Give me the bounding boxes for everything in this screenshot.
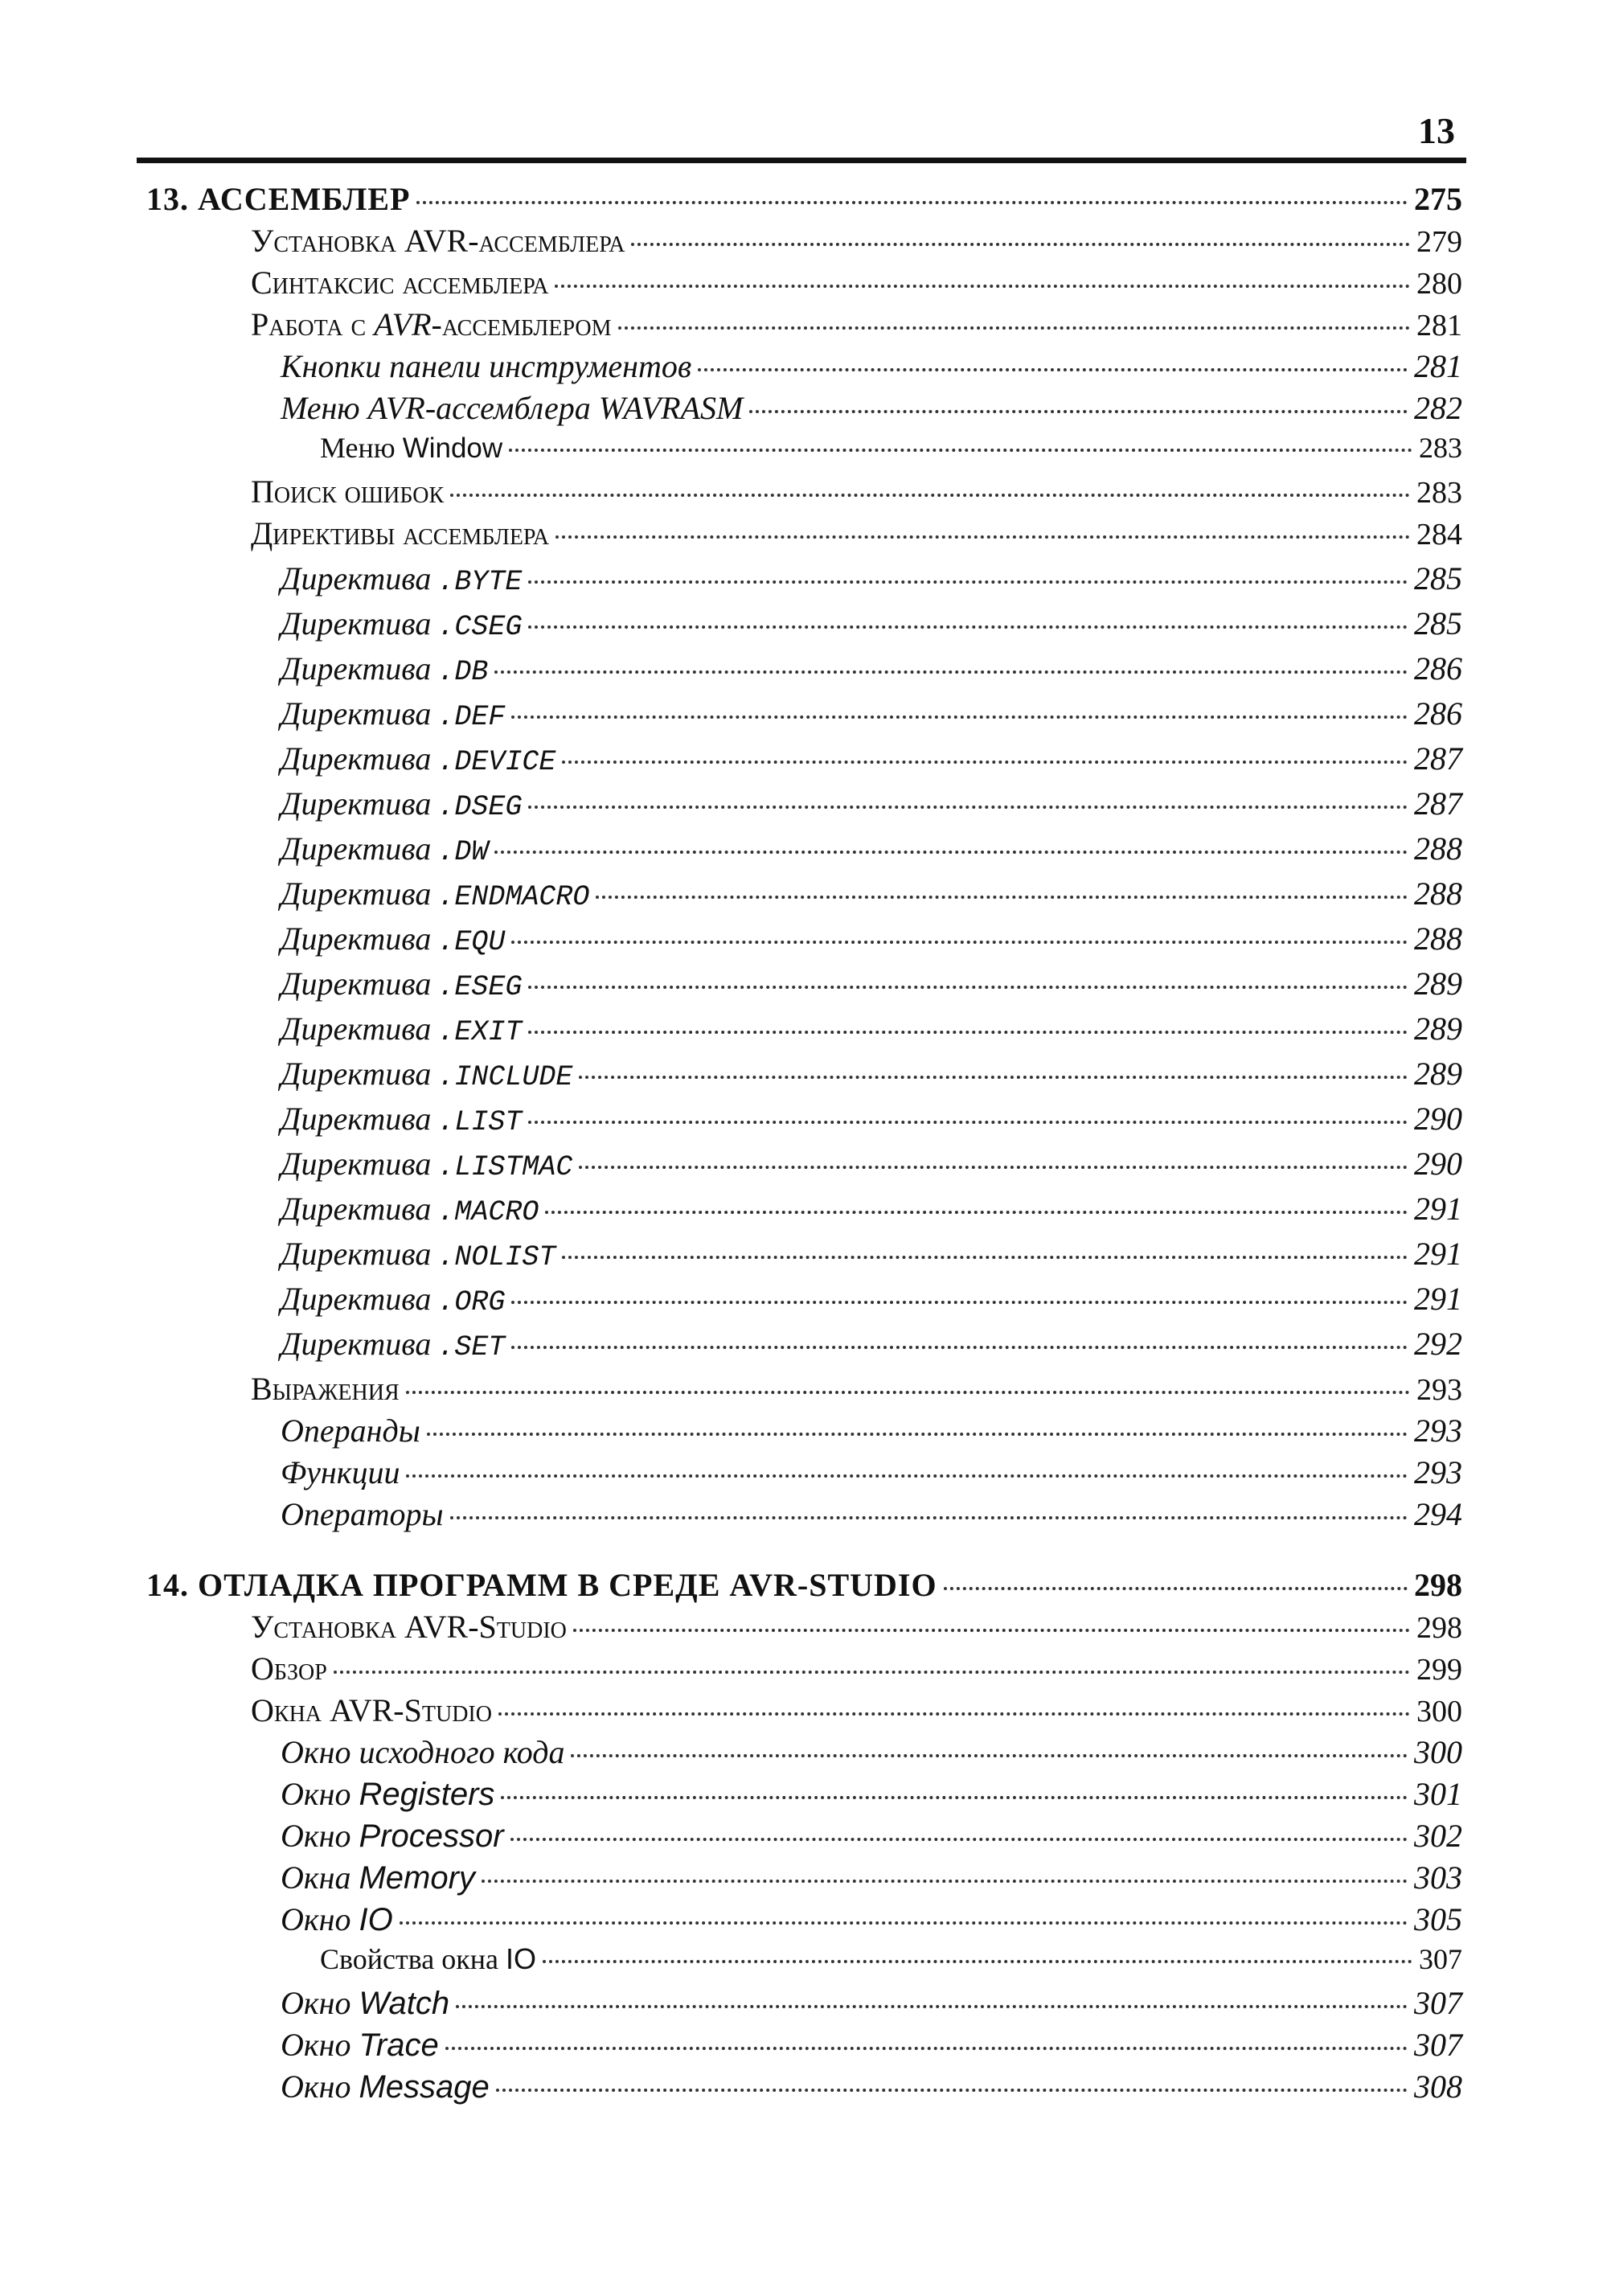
toc-dot-leader	[528, 986, 1408, 989]
toc-entry[interactable]	[281, 1859, 1462, 1900]
toc-entry-title	[281, 1055, 572, 1093]
toc-title-part: Окно	[281, 1776, 359, 1812]
toc-entry-title: Операторы	[281, 1496, 444, 1532]
toc-entry[interactable]	[281, 389, 1462, 431]
toc-title-part: IO	[505, 1942, 536, 1975]
toc-dot-leader	[749, 410, 1408, 413]
toc-entry-title	[251, 305, 612, 343]
toc-entry-page: 294	[1414, 1496, 1462, 1532]
toc-title-part: Свойства окна	[320, 1943, 506, 1975]
toc-directive[interactable]	[281, 830, 1462, 871]
directive-label: Директива	[281, 1236, 432, 1272]
toc-entry[interactable]	[281, 1453, 1462, 1495]
toc-directive[interactable]	[281, 650, 1462, 691]
toc-directive[interactable]	[281, 1235, 1462, 1277]
directive-name: .DEF	[437, 701, 506, 733]
toc-dot-leader	[528, 580, 1408, 584]
directive-name: .BYTE	[437, 566, 523, 598]
toc-dot-leader	[631, 243, 1410, 246]
directive-label: Директива	[281, 1101, 432, 1137]
toc-entry-page: 308	[1414, 2068, 1462, 2105]
toc-entry-title: Обзор	[251, 1650, 327, 1687]
toc-entry-title: Синтаксис ассемблера	[251, 264, 549, 301]
toc-title-part: Processor	[359, 1818, 504, 1854]
toc-dot-leader	[511, 941, 1408, 944]
toc-dot-leader	[545, 1211, 1408, 1214]
toc-entry-page: 275	[1414, 181, 1462, 217]
directive-name: .LISTMAC	[437, 1151, 573, 1183]
toc-entry[interactable]	[281, 1733, 1462, 1775]
toc-dot-leader	[510, 1838, 1408, 1841]
toc-entry-title	[320, 431, 502, 465]
toc-entry-page: 280	[1416, 267, 1462, 301]
toc-directive[interactable]	[281, 695, 1462, 736]
toc-entry[interactable]	[281, 2026, 1462, 2068]
toc-directive[interactable]	[281, 1325, 1462, 1367]
toc-entry[interactable]	[251, 515, 1462, 556]
toc-entry[interactable]	[251, 1650, 1462, 1691]
toc-entry-title	[281, 1817, 504, 1855]
toc-entry-page: 291	[1414, 1191, 1462, 1227]
toc-title-part: Окно	[281, 1818, 359, 1854]
toc-entry[interactable]	[281, 2068, 1462, 2109]
toc-entry[interactable]	[281, 1495, 1462, 1537]
toc-entry-title: Установка AVR-ассемблера	[251, 223, 625, 259]
toc-entry[interactable]	[251, 305, 1462, 347]
toc-dot-leader	[416, 201, 1408, 204]
directive-label: Директива	[281, 740, 432, 777]
toc-dot-leader	[528, 1031, 1408, 1034]
toc-title-part: Memory	[359, 1860, 475, 1896]
toc-directive[interactable]	[281, 1010, 1462, 1052]
toc-entry-page: 303	[1414, 1859, 1462, 1896]
toc-entry-title	[281, 1859, 475, 1896]
toc-chapter-13[interactable]	[146, 180, 1462, 222]
directive-label: Директива	[281, 966, 432, 1002]
toc-directive[interactable]	[281, 785, 1462, 826]
toc-entry[interactable]	[281, 347, 1462, 389]
directive-label: Директива	[281, 875, 432, 912]
toc-directive[interactable]	[281, 1190, 1462, 1232]
toc-entry-title: Окно исходного кода	[281, 1734, 565, 1770]
toc-directive[interactable]	[281, 875, 1462, 916]
toc-dot-leader	[400, 1921, 1408, 1925]
toc-entry-page: 307	[1414, 1985, 1462, 2021]
toc-entry-title	[281, 1900, 393, 1938]
toc-dot-leader	[562, 1256, 1408, 1259]
toc-entry-title	[281, 920, 505, 958]
toc-entry[interactable]	[281, 1984, 1462, 2026]
toc-title-part: Watch	[359, 1986, 450, 2021]
toc-title-part: Окна	[281, 1859, 359, 1896]
toc-directive[interactable]	[281, 1145, 1462, 1187]
header-rule	[137, 158, 1466, 163]
toc-dot-leader	[450, 1516, 1408, 1519]
toc-entry-page: 281	[1414, 348, 1462, 384]
directive-name: .ENDMACRO	[437, 881, 590, 913]
toc-dot-leader	[450, 494, 1410, 497]
toc-title-part: Message	[359, 2069, 490, 2105]
toc-entry-page: 301	[1414, 1776, 1462, 1812]
directive-name: .EXIT	[437, 1016, 523, 1048]
toc-directive[interactable]	[281, 920, 1462, 961]
toc-entry-title: Кнопки панели инструментов	[281, 348, 692, 384]
toc-dot-leader	[555, 285, 1410, 288]
directive-label: Директива	[281, 605, 432, 642]
toc-dot-leader	[528, 806, 1408, 809]
toc-entry-page: 288	[1414, 920, 1462, 957]
toc-directive[interactable]	[281, 605, 1462, 646]
toc-dot-leader	[334, 1671, 1410, 1674]
toc-entry-page: 288	[1414, 830, 1462, 867]
toc-title-part: Trace	[359, 2027, 439, 2063]
directive-label: Директива	[281, 920, 432, 957]
toc-entry-title	[281, 2026, 439, 2064]
toc-directive[interactable]	[281, 1280, 1462, 1322]
toc-entry-page: 279	[1416, 225, 1462, 259]
toc-entry-title: Выражения	[251, 1371, 400, 1407]
toc-dot-leader	[596, 896, 1408, 899]
toc-entry-page: 298	[1414, 1567, 1462, 1603]
directive-label: Директива	[281, 695, 432, 732]
page-number: 13	[1418, 110, 1455, 151]
directive-label: Директива	[281, 785, 432, 822]
directive-label: Директива	[281, 1056, 432, 1092]
directive-name: .LIST	[437, 1106, 523, 1138]
toc-entry-page: 284	[1416, 518, 1462, 551]
toc-entry-title	[320, 1942, 536, 1976]
toc-entry-title	[281, 1235, 555, 1273]
toc-dot-leader	[573, 1629, 1410, 1632]
toc-title-part: Окно	[281, 2068, 359, 2105]
toc-title-part: AVR	[374, 306, 432, 342]
toc-dot-leader	[456, 2005, 1408, 2008]
toc-entry[interactable]	[281, 1775, 1462, 1817]
toc-entry-title: 14. ОТЛАДКА ПРОГРАММ В СРЕДЕ AVR-STUDIO	[146, 1567, 937, 1603]
toc-entry[interactable]	[251, 1608, 1462, 1650]
toc-entry-page: 286	[1414, 650, 1462, 687]
toc-entry-title: Операнды	[281, 1412, 420, 1449]
toc-dot-leader	[498, 1712, 1410, 1716]
toc-entry-page: 285	[1414, 605, 1462, 642]
toc-entry-title	[281, 1190, 539, 1228]
toc-entry-page: 281	[1416, 309, 1462, 342]
toc-entry-title	[281, 1775, 494, 1813]
toc-dot-leader	[618, 326, 1410, 330]
directive-name: .DSEG	[437, 791, 523, 823]
toc-entry-title	[281, 2068, 490, 2105]
directive-name: .ORG	[437, 1286, 506, 1318]
directive-name: .NOLIST	[437, 1241, 556, 1273]
toc-entry-title: 13. АССЕМБЛЕР	[146, 181, 411, 217]
directive-label: Директива	[281, 1011, 432, 1047]
toc-entry-page: 300	[1414, 1734, 1462, 1770]
toc-entry-page: 298	[1416, 1611, 1462, 1645]
toc-dot-leader	[944, 1587, 1408, 1590]
directive-name: .DB	[437, 656, 489, 688]
toc-entry-page: 288	[1414, 875, 1462, 912]
toc-title-part: Окно	[281, 1901, 359, 1937]
toc-dot-leader	[501, 1796, 1408, 1799]
toc-entry-page: 302	[1414, 1818, 1462, 1854]
toc-dot-leader	[406, 1391, 1410, 1394]
directive-name: .INCLUDE	[437, 1061, 573, 1093]
toc-dot-leader	[427, 1433, 1408, 1436]
directive-label: Директива	[281, 1191, 432, 1227]
toc-entry-page: 289	[1414, 966, 1462, 1002]
toc-dot-leader	[579, 1076, 1408, 1079]
toc-entry-page: 287	[1414, 740, 1462, 777]
directive-name: .DW	[437, 836, 489, 868]
toc-dot-leader	[562, 761, 1408, 764]
toc-directive[interactable]	[281, 560, 1462, 601]
toc-chapter-14[interactable]	[146, 1566, 1462, 1608]
directive-name: .SET	[437, 1331, 506, 1363]
toc-directive[interactable]	[281, 1100, 1462, 1142]
directive-name: .EQU	[437, 926, 506, 958]
toc-entry-page: 286	[1414, 695, 1462, 732]
toc-entry-title	[281, 560, 522, 598]
toc-entry-title	[281, 740, 555, 778]
toc-entry-page: 300	[1416, 1695, 1462, 1728]
toc-entry-page: 289	[1414, 1011, 1462, 1047]
toc-entry-page: 291	[1414, 1281, 1462, 1317]
toc-entry[interactable]	[251, 1370, 1462, 1412]
toc-entry-page: 291	[1414, 1236, 1462, 1272]
toc-entry[interactable]	[320, 1942, 1462, 1984]
toc-dot-leader	[494, 851, 1408, 854]
directive-label: Директива	[281, 830, 432, 867]
toc-dot-leader	[579, 1166, 1408, 1169]
toc-dot-leader	[555, 535, 1410, 539]
directive-name: .DEVICE	[437, 746, 556, 778]
toc-entry-page: 287	[1414, 785, 1462, 822]
toc-entry-title	[281, 830, 488, 868]
toc-title-part: Работа с	[251, 306, 375, 342]
toc-entry-title	[281, 1984, 449, 2022]
toc-entry-page: 293	[1414, 1454, 1462, 1490]
toc-entry-page: 283	[1416, 476, 1462, 510]
toc-entry-title	[281, 605, 522, 643]
toc-entry[interactable]	[281, 1817, 1462, 1859]
toc-entry-title	[281, 1010, 522, 1048]
toc-entry[interactable]	[320, 431, 1462, 473]
directive-label: Директива	[281, 1281, 432, 1317]
toc-entry-title	[281, 1100, 522, 1138]
toc-dot-leader	[511, 715, 1408, 719]
directive-label: Директива	[281, 560, 432, 597]
toc-entry-title	[281, 1325, 505, 1363]
toc-title-part: Меню	[320, 432, 403, 464]
toc-dot-leader	[482, 1880, 1408, 1883]
toc-dot-leader	[698, 368, 1408, 371]
toc-title-part: IO	[359, 1902, 393, 1937]
toc-entry-title: Окна AVR-Studio	[251, 1692, 492, 1728]
toc-entry-page: 285	[1414, 560, 1462, 597]
toc-entry-page: 290	[1414, 1146, 1462, 1182]
toc-dot-leader	[511, 1301, 1408, 1304]
toc-entry-title	[281, 1145, 572, 1183]
toc-entry-title	[281, 875, 589, 913]
toc-dot-leader	[494, 670, 1408, 674]
toc-entry[interactable]	[281, 1900, 1462, 1942]
toc-directive[interactable]	[281, 965, 1462, 1007]
toc-entry-title	[281, 1280, 505, 1318]
directive-name: .CSEG	[437, 611, 523, 643]
toc-dot-leader	[543, 1960, 1412, 1963]
toc-entry-title	[281, 965, 522, 1003]
toc-title-part: Окно	[281, 2027, 359, 2063]
toc-title-part: Окно	[281, 1985, 359, 2021]
toc-entry-page: 282	[1414, 390, 1462, 426]
toc-entry[interactable]	[251, 1691, 1462, 1733]
toc-dot-leader	[528, 1121, 1408, 1124]
toc-directive[interactable]	[281, 1055, 1462, 1097]
toc-dot-leader	[509, 449, 1412, 452]
toc-dot-leader	[571, 1754, 1408, 1757]
toc-entry-page: 283	[1419, 432, 1462, 464]
toc-entry[interactable]	[251, 264, 1462, 305]
toc-dot-leader	[528, 625, 1408, 629]
toc-entry-title: Директивы ассемблера	[251, 515, 550, 551]
toc-dot-leader	[406, 1474, 1408, 1478]
directive-name: .MACRO	[437, 1196, 539, 1228]
directive-name: .ESEG	[437, 971, 523, 1003]
toc-directive[interactable]	[281, 740, 1462, 781]
toc-entry[interactable]	[251, 473, 1462, 515]
toc-entry-title	[281, 650, 488, 688]
toc-entry-title: Функции	[281, 1454, 400, 1490]
toc-entry[interactable]	[251, 222, 1462, 264]
toc-title-part: Registers	[359, 1777, 495, 1812]
toc-title-part: Window	[402, 433, 503, 464]
directive-label: Директива	[281, 650, 432, 687]
directive-label: Директива	[281, 1146, 432, 1182]
toc-entry-page: 305	[1414, 1901, 1462, 1937]
toc-entry-page: 289	[1414, 1056, 1462, 1092]
toc-dot-leader	[496, 2089, 1408, 2092]
toc-dot-leader	[511, 1346, 1408, 1349]
toc-title-part: -ассемблером	[431, 306, 612, 342]
toc-entry-title	[281, 785, 522, 823]
toc-entry-title	[281, 695, 505, 733]
toc-entry-title: Поиск ошибок	[251, 474, 445, 510]
toc-entry-title: Меню AVR-ассемблера WAVRASM	[281, 390, 744, 426]
toc-entry-title: Установка AVR-Studio	[251, 1609, 567, 1645]
toc-dot-leader	[445, 2047, 1408, 2050]
toc-entry-page: 293	[1414, 1412, 1462, 1449]
directive-label: Директива	[281, 1326, 432, 1362]
toc-entry-page: 307	[1414, 2027, 1462, 2063]
toc-entry[interactable]	[281, 1412, 1462, 1453]
toc-entry-page: 299	[1416, 1653, 1462, 1687]
toc-entry-page: 307	[1419, 1943, 1462, 1975]
toc-entry-page: 293	[1416, 1373, 1462, 1407]
toc-entry-page: 290	[1414, 1101, 1462, 1137]
toc-entry-page: 292	[1414, 1326, 1462, 1362]
